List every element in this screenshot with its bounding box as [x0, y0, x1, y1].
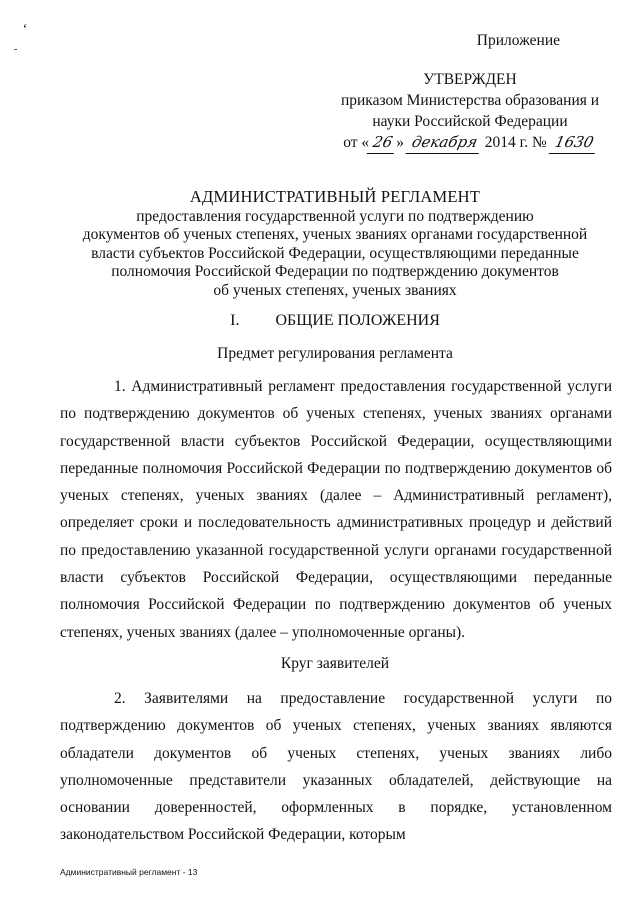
date-separator: »	[396, 134, 404, 151]
document-title-block	[60, 188, 610, 300]
scan-mark: ‘	[22, 22, 27, 37]
date-month-handwritten: декабря	[406, 132, 484, 154]
title-line: предоставления государственной услуги по подтверждению	[136, 207, 534, 225]
section-title: ОБЩИЕ ПОЛОЖЕНИЯ	[275, 312, 440, 329]
page-footer: Административный регламент - 13	[60, 867, 198, 877]
section-heading	[60, 312, 610, 330]
date-day-handwritten: 26	[367, 132, 399, 154]
appendix-label: Приложение	[476, 32, 560, 49]
paragraph-1: 1. Административный регламент предоставления государственной услуги по подтверждению документов об ученых степенях, ученых званиях органами государственной власти субъектов Российской Федерации, осуществляющими переданные полномочия Российской Федерации по подтверждению документов об ученых степенях, ученых званиях (далее – Административный регламент), определяет сроки и последовательность административных процедур и действий по предоставлению указанной государственной услуги органами государственной власти субъектов Российской Федерации, осуществляющими переданные полномочия Российской Федерации по подтверждению документов об ученых степенях, ученых званиях (далее – уполномоченные органы).	[60, 378, 612, 641]
title-line: документов об ученых степенях, ученых званиях органами государственной	[82, 226, 588, 243]
section-number: I.	[230, 312, 240, 329]
order-line-1: приказом Министерства образования и	[340, 92, 600, 109]
subheading-regulation-subject: Предмет регулирования регламента	[217, 345, 453, 362]
scan-mark: -	[14, 44, 18, 55]
title-line: полномочия Российской Федерации по подтверждению документов	[111, 263, 559, 280]
order-date-line	[330, 132, 610, 154]
date-year: 2014 г. №	[484, 134, 547, 151]
title-line: об ученых степенях, ученых званиях	[213, 281, 457, 299]
approval-block	[330, 30, 610, 154]
document-title: АДМИНИСТРАТИВНЫЙ РЕГЛАМЕНТ	[189, 187, 481, 206]
date-prefix: от «	[343, 134, 370, 151]
subheading-applicants: Круг заявителей	[280, 655, 390, 672]
order-line-2: науки Российской Федерации	[372, 113, 568, 130]
order-number-handwritten: 1630	[548, 132, 599, 154]
paragraph-2: 2. Заявителями на предоставление государственной услуги по подтверждению документов об ученых степенях, ученых званиях являются обладатели документов об ученых степенях, ученых званиях либо уполномоченные представители указанных обладателей, действующие на основании доверенностей, оформленных в порядке, установленном законодательством Российской Федерации, которым	[60, 690, 612, 844]
title-line: власти субъектов Российской Федерации, осуществляющими переданные	[91, 244, 579, 262]
approved-label: УТВЕРЖДЕН	[423, 71, 517, 88]
